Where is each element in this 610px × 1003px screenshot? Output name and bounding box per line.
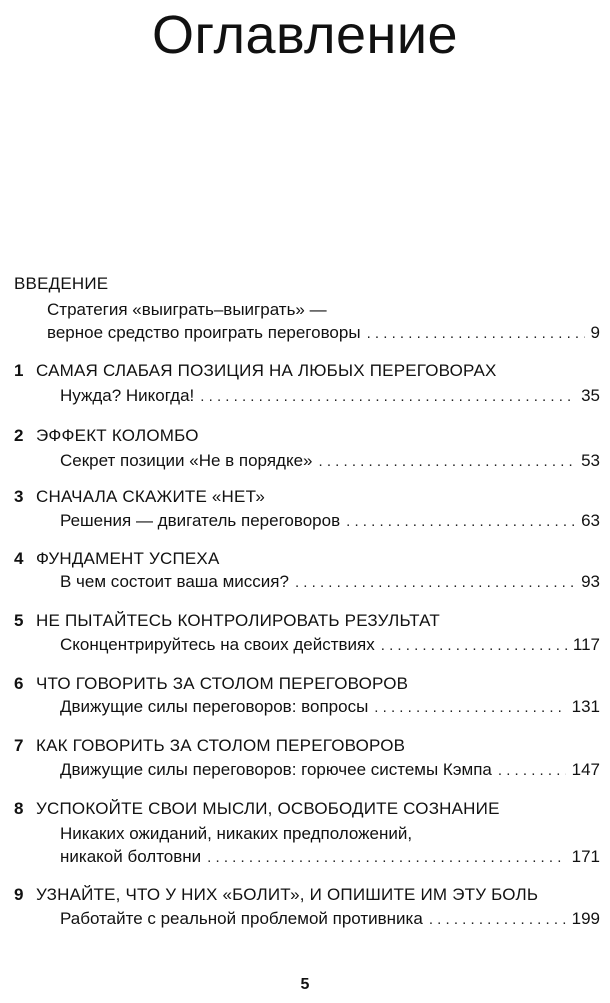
- toc-page-number: 147: [571, 760, 600, 779]
- toc-page-number: 199: [571, 909, 600, 928]
- chapter-title: КАК ГОВОРИТЬ ЗА СТОЛОМ ПЕРЕГОВОРОВ: [36, 736, 406, 755]
- toc-chapter-7[interactable]: [14, 735, 405, 757]
- toc-chapter-2[interactable]: [14, 425, 199, 447]
- toc-intro-subtitle-line1: Стратегия «выиграть–выиграть» —: [47, 300, 327, 319]
- toc-chapter-7-entry[interactable]: [60, 759, 600, 781]
- toc-intro-heading[interactable]: [14, 273, 108, 295]
- toc-chapter-8[interactable]: [14, 798, 500, 820]
- chapter-subtitle: Решения — двигатель переговоров: [60, 511, 341, 530]
- chapter-number: 5: [14, 611, 24, 630]
- toc-page-number: 35: [581, 386, 600, 405]
- chapter-title: ЧТО ГОВОРИТЬ ЗА СТОЛОМ ПЕРЕГОВОРОВ: [36, 674, 409, 693]
- dot-leader: [207, 847, 565, 869]
- chapter-number: 2: [14, 426, 24, 445]
- toc-chapter-2-entry[interactable]: [60, 450, 600, 472]
- chapter-subtitle: Движущие силы переговоров: горючее системы Кэмпа: [60, 760, 492, 779]
- toc-page-number: 9: [590, 323, 600, 342]
- chapter-subtitle: Нужда? Никогда!: [60, 386, 195, 405]
- toc-chapter-1-entry[interactable]: [60, 385, 600, 407]
- toc-chapter-5-entry[interactable]: [60, 634, 600, 656]
- chapter-title: УЗНАЙТЕ, ЧТО У НИХ «БОЛИТ», И ОПИШИТЕ ИМ ЭТУ БОЛЬ: [36, 885, 539, 904]
- toc-chapter-3-entry[interactable]: [60, 510, 600, 532]
- toc-chapter-5[interactable]: [14, 610, 440, 632]
- chapter-title: НЕ ПЫТАЙТЕСЬ КОНТРОЛИРОВАТЬ РЕЗУЛЬТАТ: [36, 611, 440, 630]
- chapter-title: СНАЧАЛА СКАЖИТЕ «НЕТ»: [36, 487, 266, 506]
- toc-page-number: 93: [581, 572, 600, 591]
- chapter-subtitle-line1: Никаких ожиданий, никаких предположений,: [60, 824, 413, 843]
- toc-intro-entry[interactable]: [47, 322, 600, 344]
- chapter-subtitle: Движущие силы переговоров: вопросы: [60, 697, 369, 716]
- toc-chapter-9-entry[interactable]: [60, 908, 600, 930]
- dot-leader: [319, 451, 576, 473]
- toc-page-number: 131: [571, 697, 600, 716]
- toc-chapter-3[interactable]: [14, 486, 265, 508]
- toc-chapter-6-entry[interactable]: [60, 696, 600, 718]
- chapter-title: ФУНДАМЕНТ УСПЕХА: [36, 549, 220, 568]
- toc-page-number: 117: [572, 635, 600, 654]
- chapter-subtitle: Работайте с реальной проблемой противника: [60, 909, 423, 928]
- chapter-number: 9: [14, 885, 24, 904]
- toc-chapter-4-entry[interactable]: [60, 571, 600, 593]
- page-title: Оглавление: [151, 5, 459, 65]
- chapter-title: УСПОКОЙТЕ СВОИ МЫСЛИ, ОСВОБОДИТЕ СОЗНАНИЕ: [36, 799, 500, 818]
- toc-intro-subtitle-line2: верное средство проиграть переговоры: [47, 323, 361, 342]
- chapter-subtitle: никакой болтовни: [60, 847, 202, 866]
- toc-chapter-8-entry[interactable]: [60, 846, 600, 868]
- toc-page-number: 171: [571, 847, 600, 866]
- dot-leader: [200, 386, 575, 408]
- toc-chapter-1[interactable]: [14, 360, 497, 382]
- dot-leader: [429, 909, 566, 931]
- chapter-number: 8: [14, 799, 24, 818]
- chapter-subtitle: Секрет позиции «Не в порядке»: [60, 451, 313, 470]
- chapter-number: 1: [14, 361, 24, 380]
- chapter-subtitle: В чем состоит ваша миссия?: [60, 572, 289, 591]
- dot-leader: [346, 511, 575, 533]
- chapter-subtitle: Сконцентрируйтесь на своих действиях: [60, 635, 375, 654]
- toc-chapter-4[interactable]: [14, 548, 220, 570]
- dot-leader: [498, 760, 566, 782]
- dot-leader: [295, 572, 575, 594]
- toc-chapter-6[interactable]: [14, 673, 408, 695]
- chapter-title: ЭФФЕКТ КОЛОМБО: [36, 426, 199, 445]
- chapter-number: 4: [14, 549, 24, 568]
- toc-page-number: 63: [581, 511, 600, 530]
- chapter-title: САМАЯ СЛАБАЯ ПОЗИЦИЯ НА ЛЮБЫХ ПЕРЕГОВОРАХ: [36, 361, 497, 380]
- chapter-number: 3: [14, 487, 24, 506]
- chapter-number: 7: [14, 736, 24, 755]
- page-number-footer: 5: [300, 976, 310, 993]
- chapter-number: 6: [14, 674, 24, 693]
- dot-leader: [381, 635, 567, 657]
- toc-intro-title: ВВЕДЕНИЕ: [14, 274, 109, 293]
- dot-leader: [374, 697, 565, 719]
- toc-page-number: 53: [581, 451, 600, 470]
- toc-chapter-9[interactable]: [14, 884, 538, 906]
- dot-leader: [367, 323, 585, 345]
